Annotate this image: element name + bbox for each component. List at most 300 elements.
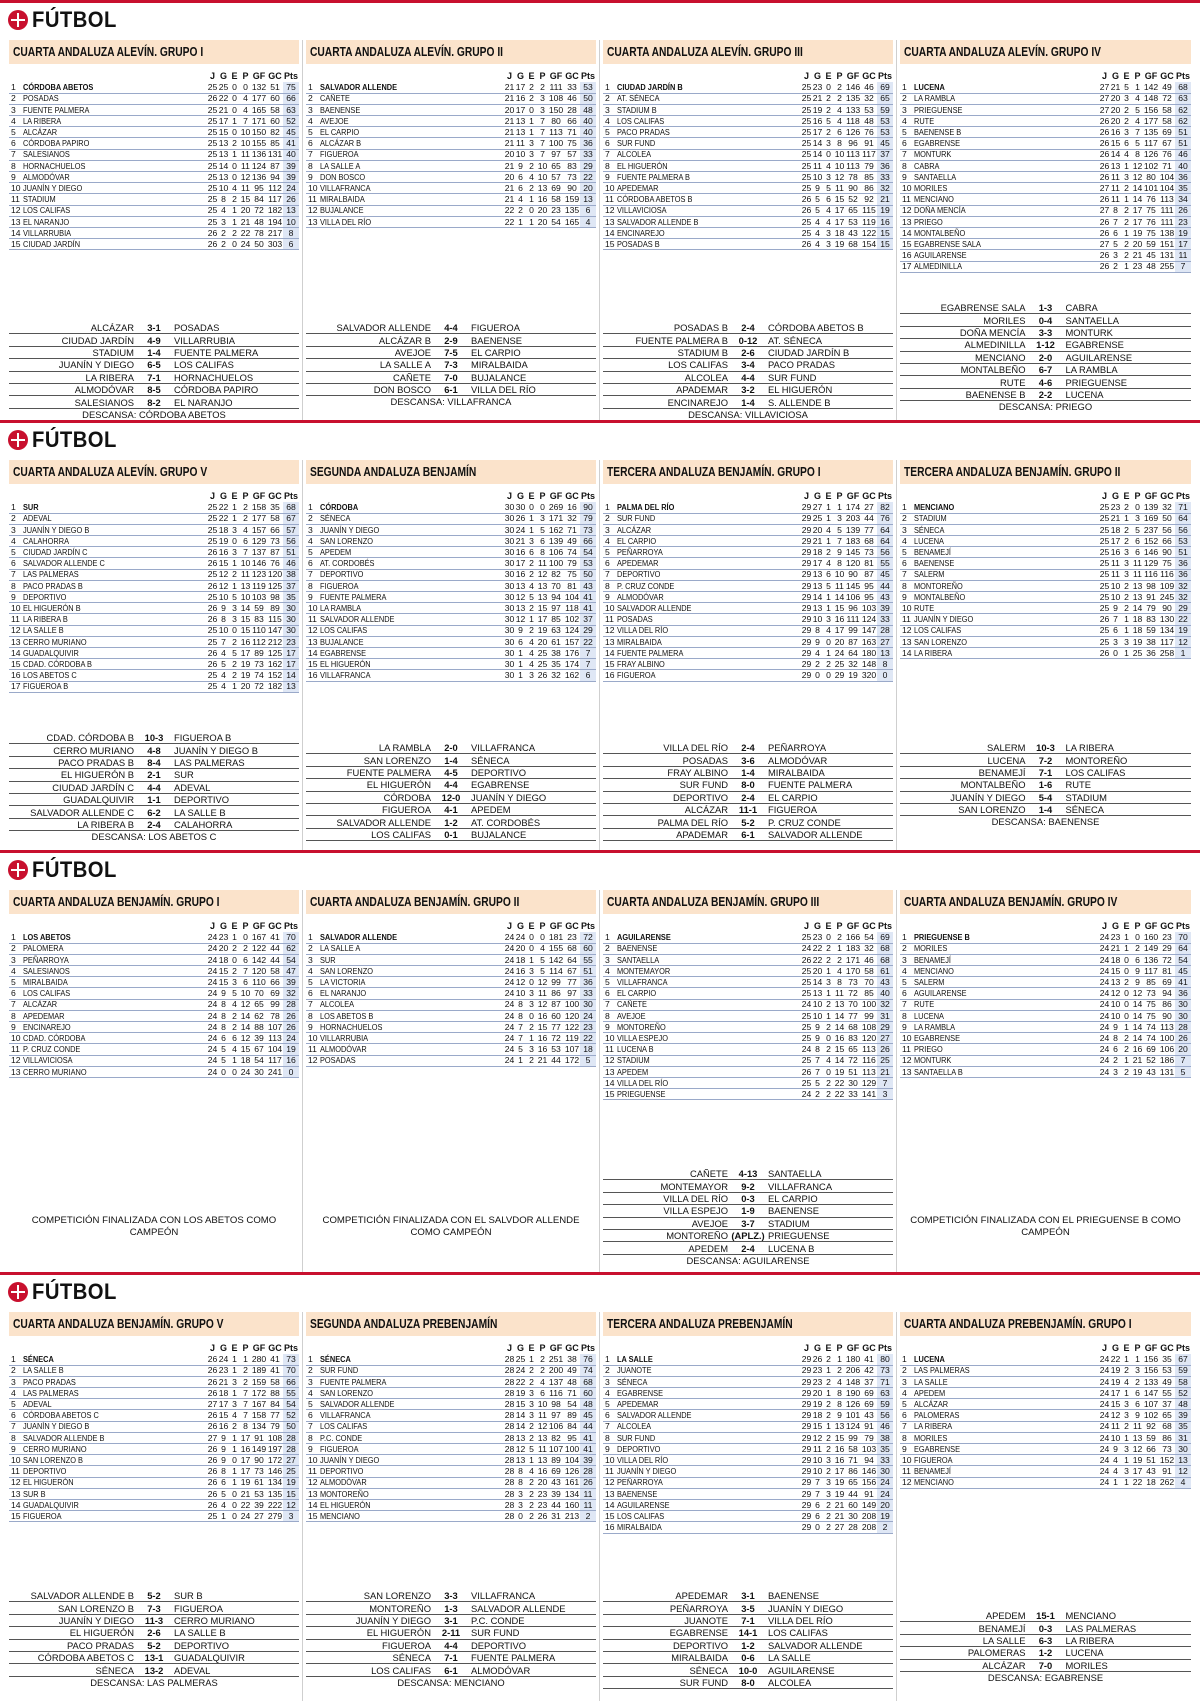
stat-cell: 29 [801,670,812,681]
score: 1-3 [444,1602,458,1614]
stat-cell: 2 [1132,1376,1143,1387]
stat-cell: 2 [823,954,834,965]
stat-cell: 11 [538,988,547,999]
rest-team: AGUILARENSE [742,1254,810,1266]
stat-cell: 61 [548,636,564,647]
stat-cell: 51 [845,1066,861,1077]
stat-cell: 25 [537,647,548,658]
stat-cell: 59 [251,603,267,614]
stat-cell: 20 [1132,238,1143,249]
stat-cell: 22 [218,93,229,104]
team-name-text: APEDEM [320,547,352,558]
team-name-text: DOÑA MENCÍA [914,205,966,216]
stat-cell: 136 [251,149,267,160]
stat-cell: 24 [1099,1410,1110,1421]
stat-cell: 165 [251,104,267,115]
team-name [320,1388,504,1399]
team-name [320,569,504,580]
stat-cell: 1 [229,1466,240,1477]
stat-cell: 16 [834,1032,845,1043]
stat-cell: 91 [1143,592,1159,603]
stat-cell: 106 [1159,1044,1175,1055]
home-team: ALCÁZAR [684,804,728,816]
rest-line [9,409,299,421]
stat-cell: 89 [548,1455,564,1466]
stat-cell: 3 [1121,547,1132,558]
stat-cell: 12 [218,580,229,591]
stat-cell: 15 [218,127,229,138]
stat-cell: 24 [504,943,515,954]
stat-cell: 16 [537,1044,548,1055]
stat-cell: 14 [1132,1010,1143,1021]
stat-cell: 8 [515,999,526,1010]
table-row [603,1522,893,1533]
match-row [603,1615,893,1627]
stat-cell: 26 [580,1477,596,1488]
stat-cell: 54 [580,547,596,558]
stat-cell: 8 [218,1022,229,1033]
stat-cell: 162 [564,670,580,681]
team-name [23,999,207,1010]
stat-cell: 24 [515,524,526,535]
position: 14 [603,1499,617,1510]
stat-cell: 0 [240,932,251,943]
stat-cell: 24 [515,932,526,943]
stat-cell: 2 [1121,603,1132,614]
away-team: EGABRENSE [471,779,530,791]
table-row [306,1354,596,1365]
stat-cell: 20 [580,183,596,194]
stat-cell: 15 [834,1432,845,1443]
section-banner [8,856,124,884]
score: 1-4 [741,766,755,778]
stat-cell: 28 [283,1432,299,1443]
table-row [9,127,299,138]
team-name-text: LOS CALIFAS [617,115,665,126]
stat-cell: 2 [240,943,251,954]
position: 8 [603,160,617,171]
group-title: CUARTA ANDALUZA PREBENJAMÍN. GRUPO I [904,1317,1132,1331]
stat-cell: 11 [1111,171,1120,182]
stat-cell: 160 [564,1499,580,1510]
home-team: LA RIBERA B [77,818,134,830]
stat-cell: 1 [1110,1477,1121,1488]
position: 9 [9,172,23,183]
team-name-text: SÉNECA [914,524,945,535]
stat-cell: 73 [283,1354,299,1365]
position: 4 [603,116,617,127]
stat-cell: 19 [240,658,251,669]
team-name-text: FIGUEROA [617,670,656,681]
team-name [914,580,1099,591]
position: 9 [603,592,617,603]
stat-cell: 10 [537,160,548,171]
stat-cell: 36 [877,160,893,171]
stat-cell: 22 [812,954,823,965]
stat-cell: 15 [834,1044,845,1055]
stat-cell: 1 [1121,1455,1132,1466]
header-p: P [242,490,249,501]
stat-cell: 54 [564,1399,580,1410]
team-name [617,1066,801,1077]
team-name [320,999,504,1010]
stat-cell: 3 [515,1488,526,1499]
header-p: P [836,1342,843,1353]
stat-cell: 17 [240,647,251,658]
position: 4 [603,1388,617,1399]
team-name-text: BAENENSE [617,1488,658,1499]
position: 1 [603,82,617,93]
home-team: DEPORTIVO [672,1639,728,1651]
stat-cell: 23 [812,1365,823,1376]
stat-cell: 129 [1143,558,1159,569]
stat-cell: 24 [1099,1066,1110,1077]
position: 9 [603,1022,617,1033]
team-name-text: CAÑETE [320,93,350,104]
stat-cell: 24 [1099,1044,1110,1055]
stat-cell: 26 [207,1387,218,1398]
stat-cell: 14 [1132,182,1143,193]
position: 9 [900,172,914,183]
stat-cell: 70 [283,1365,299,1376]
home-team: CDAD. CÓRDOBA B [46,732,134,744]
table-row [9,536,299,547]
position: 7 [9,1421,23,1432]
team-name-text: VILLARRUBIA [320,1032,369,1043]
home-team: APEDEMAR [675,1590,728,1602]
team-name [914,1410,1099,1421]
stat-cell: 2 [526,1022,537,1033]
match-row [306,804,596,816]
stat-cell: 24 [1099,1032,1110,1043]
home-team: PACO PRADAS B [58,756,134,768]
position: 16 [603,670,617,681]
stat-cell: 156 [861,1477,877,1488]
stat-cell: 24 [207,943,218,954]
stat-cell: 79 [861,160,877,171]
header-j: J [209,70,215,81]
stat-cell: 55 [1159,1388,1175,1399]
stat-cell: 13 [537,580,548,591]
away-team: SUR FUND [768,371,817,383]
stat-cell: 81 [1159,966,1175,977]
stat-cell: 25 [1099,524,1110,535]
team-name [617,1376,801,1387]
team-name-text: EL HIGUERÓN B [23,602,81,613]
team-name [914,1477,1099,1488]
stat-cell: 14 [1132,1032,1143,1043]
stat-cell: 24 [1099,1421,1110,1432]
stat-cell: 2 [1121,536,1132,547]
header-p: P [1134,490,1141,501]
stat-cell: 104 [1159,171,1175,182]
team-name-text: LA SALLE A [320,943,361,954]
team-name [617,1410,801,1421]
table-row [306,943,596,954]
table-row [9,966,299,977]
stat-cell: 2 [229,138,240,149]
stat-cell: 73 [251,659,267,670]
header-blank [320,1342,504,1354]
stat-cell: 21 [504,160,515,171]
stat-cell: 25 [801,182,812,193]
table-row [9,1022,299,1033]
team-name-text: BUJALANCE [320,636,364,647]
stat-cell: 3 [537,513,548,524]
match-row [306,816,596,828]
home-team: DEPORTIVO [672,791,728,803]
match-row [900,327,1191,339]
stat-cell: 23 [812,82,823,93]
position: 6 [603,988,617,999]
stat-cell: 62 [1175,116,1191,127]
stat-cell: 26 [207,227,218,238]
stat-cell: 3 [526,1044,537,1055]
table-row [306,502,596,513]
table-row [900,932,1191,943]
position: 3 [900,104,914,115]
score: 1-2 [1038,1647,1053,1659]
stat-cell: 5 [526,592,537,603]
stat-cell: 116 [862,1055,876,1066]
stat-cell: 14 [1132,194,1143,205]
stat-cell: 29 [801,1510,812,1521]
stat-cell: 115 [268,614,282,625]
team-name-text: VILLARRUBIA [23,227,72,238]
stat-cell: 222 [267,1499,283,1510]
stat-cell: 24 [504,1032,515,1043]
stat-cell: 159 [251,1376,267,1387]
team-name-text: JUANOTE [617,1365,652,1376]
stat-cell: 98 [267,592,283,603]
team-name-text: SALVADOR ALLENDE B [23,1432,105,1443]
score: 6-5 [147,359,161,371]
stat-cell: 97 [548,1410,564,1421]
stat-cell: 15 [537,1021,548,1032]
stat-cell: 137 [548,1376,564,1387]
stat-cell: 27 [283,1455,299,1466]
stat-cell: 2 [1121,104,1132,115]
stat-cell: 71 [845,1455,861,1466]
stat-cell: 24 [504,965,515,976]
away-team: SALVADOR ALLENDE [471,1602,566,1614]
home-team: SAN LORENZO [958,804,1026,816]
stat-cell: 25 [801,160,812,171]
team-name [617,1466,801,1477]
stat-cell: 10 [240,591,251,602]
stat-cell: 14 [1132,999,1143,1010]
away-team: PRIEGUENSE [1065,376,1127,388]
team-name [617,1033,801,1044]
team-name-text: VILLAVICIOSA [617,205,667,216]
table-row [306,1421,596,1432]
team-name [320,966,504,977]
away-team: JUANÍN Y DIEGO B [174,744,259,756]
team-name [320,659,504,670]
team-name-text: MIRALBAIDA [617,1522,662,1533]
stat-cell: 106 [845,591,861,602]
team-name-text: APEDEMAR [617,182,659,193]
stat-cell: 30 [1175,1010,1191,1021]
stat-cell: 10 [834,160,845,171]
stat-cell: 2 [834,82,845,93]
team-name [914,1055,1099,1066]
section-banner [8,6,124,34]
stat-cell: 24 [283,183,299,194]
stat-cell: 2 [526,625,537,636]
position: 6 [9,988,23,999]
stat-cell: 1 [1121,227,1132,238]
position: 9 [306,1444,320,1455]
stat-cell: 70 [845,999,861,1010]
team-name [617,1511,801,1522]
team-name-text: SAN LORENZO [914,636,967,647]
position: 9 [306,592,320,603]
stat-cell: 17 [812,127,823,138]
table-row [603,524,893,535]
stat-cell: 75 [564,138,580,149]
home-team: STADIUM [92,346,134,358]
table-row [9,1044,299,1055]
stat-cell: 68 [1159,1421,1175,1432]
score: 5-2 [147,1590,161,1602]
header-e: E [231,490,238,501]
home-team: LA SALLE [982,1634,1026,1646]
team-name-text: JUANÍN Y DIEGO [23,182,83,193]
score: 2-11 [441,1627,461,1639]
position: 4 [9,966,23,977]
table-row [9,149,299,160]
position: 14 [9,647,23,658]
away-team: DEPORTIVO [174,1639,230,1651]
team-name [617,1354,801,1365]
stat-cell: 50 [251,239,267,250]
home-team: AVEJOE [691,1217,728,1229]
position: 10 [9,1455,23,1466]
position: 1 [900,502,914,513]
away-team: VILLA DEL RÍO [471,384,536,396]
stat-cell: 2 [823,1044,834,1055]
stat-cell: 12 [537,977,548,988]
match-row [603,1627,893,1639]
stat-cell: 136 [1143,954,1159,965]
stat-cell: 126 [845,1399,861,1410]
stat-cell: 152 [1159,1454,1175,1465]
stat-cell: 182 [267,681,283,692]
stat-cell: 142 [548,954,564,965]
team-name [617,670,801,681]
stat-cell: 28 [580,1466,596,1477]
table-row [9,1010,299,1021]
score: 1-1 [147,794,161,806]
stat-cell: 0 [229,536,240,547]
stat-cell: 111 [1160,205,1174,216]
stat-cell: 11 [1111,182,1120,193]
table-row [306,536,596,547]
group-columns [6,40,1194,420]
table-row [603,1376,893,1387]
header-p: P [836,70,843,81]
stat-cell: 0 [823,932,834,943]
table-row [306,625,596,636]
score: 5-4 [1038,791,1053,803]
score: 1-9 [741,1205,755,1217]
stat-cell: 3 [1121,1399,1132,1410]
stat-cell: 10 [240,988,251,999]
position: 7 [603,149,617,160]
home-team: SALERM [986,742,1026,754]
team-name-text: PALOMERAS [914,1410,960,1421]
stat-cell: 320 [861,670,877,681]
stat-cell: 33 [580,149,596,160]
stat-cell: 2 [1121,205,1132,216]
stat-cell: 1 [823,603,834,614]
table-row [9,977,299,988]
table-row [306,1365,596,1376]
stat-cell: 4 [823,558,834,569]
stat-cell: 2 [1121,239,1132,250]
team-name-text: CERRO MURIANO [23,1443,87,1454]
table-row [603,149,893,160]
stat-cell: 25 [812,513,823,524]
rest-team: LOS ABETOS C [148,831,217,843]
stat-cell: 217 [267,227,283,238]
match-row [900,302,1191,314]
stat-cell: 24 [240,1510,251,1521]
stat-cell: 16 [537,1010,548,1021]
stat-cell: 8 [218,1010,229,1021]
stat-cell: 24 [504,999,515,1010]
soccer-ball-icon [8,10,28,30]
position: 9 [900,592,914,603]
group-title: CUARTA ANDALUZA ALEVÍN. GRUPO IV [904,45,1102,59]
table-row [603,636,893,647]
away-team: APEDEM [471,804,511,816]
team-name-text: MONTALBEÑO [914,591,966,602]
table-row [900,104,1191,115]
home-team: SALESIANOS [74,396,134,408]
team-name-text: FIGUEROA [320,1443,359,1454]
stat-cell: 15 [283,1488,299,1499]
stat-cell: 61 [251,1477,267,1488]
stat-cell: 21 [1132,250,1143,261]
header-gc: GC [268,920,282,931]
soccer-ball-icon [8,430,28,450]
rest-label: DESCANSA: [688,408,743,420]
stat-cell: 169 [1143,513,1159,524]
stat-cell: 73 [580,524,596,535]
table-row [9,1444,299,1455]
position: 6 [9,558,23,569]
table-row [603,943,893,954]
stat-cell: 15 [218,558,229,569]
score: 1-12 [1036,339,1055,351]
stat-cell: 20 [504,149,515,160]
stat-cell: 16 [537,194,548,205]
table-row [603,216,893,227]
position: 4 [9,536,23,547]
header-g: G [813,70,821,81]
stat-cell: 29 [801,1522,812,1533]
team-name [914,194,1099,205]
team-name-text: EL HIGUERÓN [320,1499,371,1510]
stat-cell: 21 [812,93,823,104]
team-name [617,988,801,999]
team-name [914,250,1099,261]
match-row [9,782,299,794]
stat-cell: 25 [207,104,218,115]
stat-cell: 8 [515,1477,526,1488]
